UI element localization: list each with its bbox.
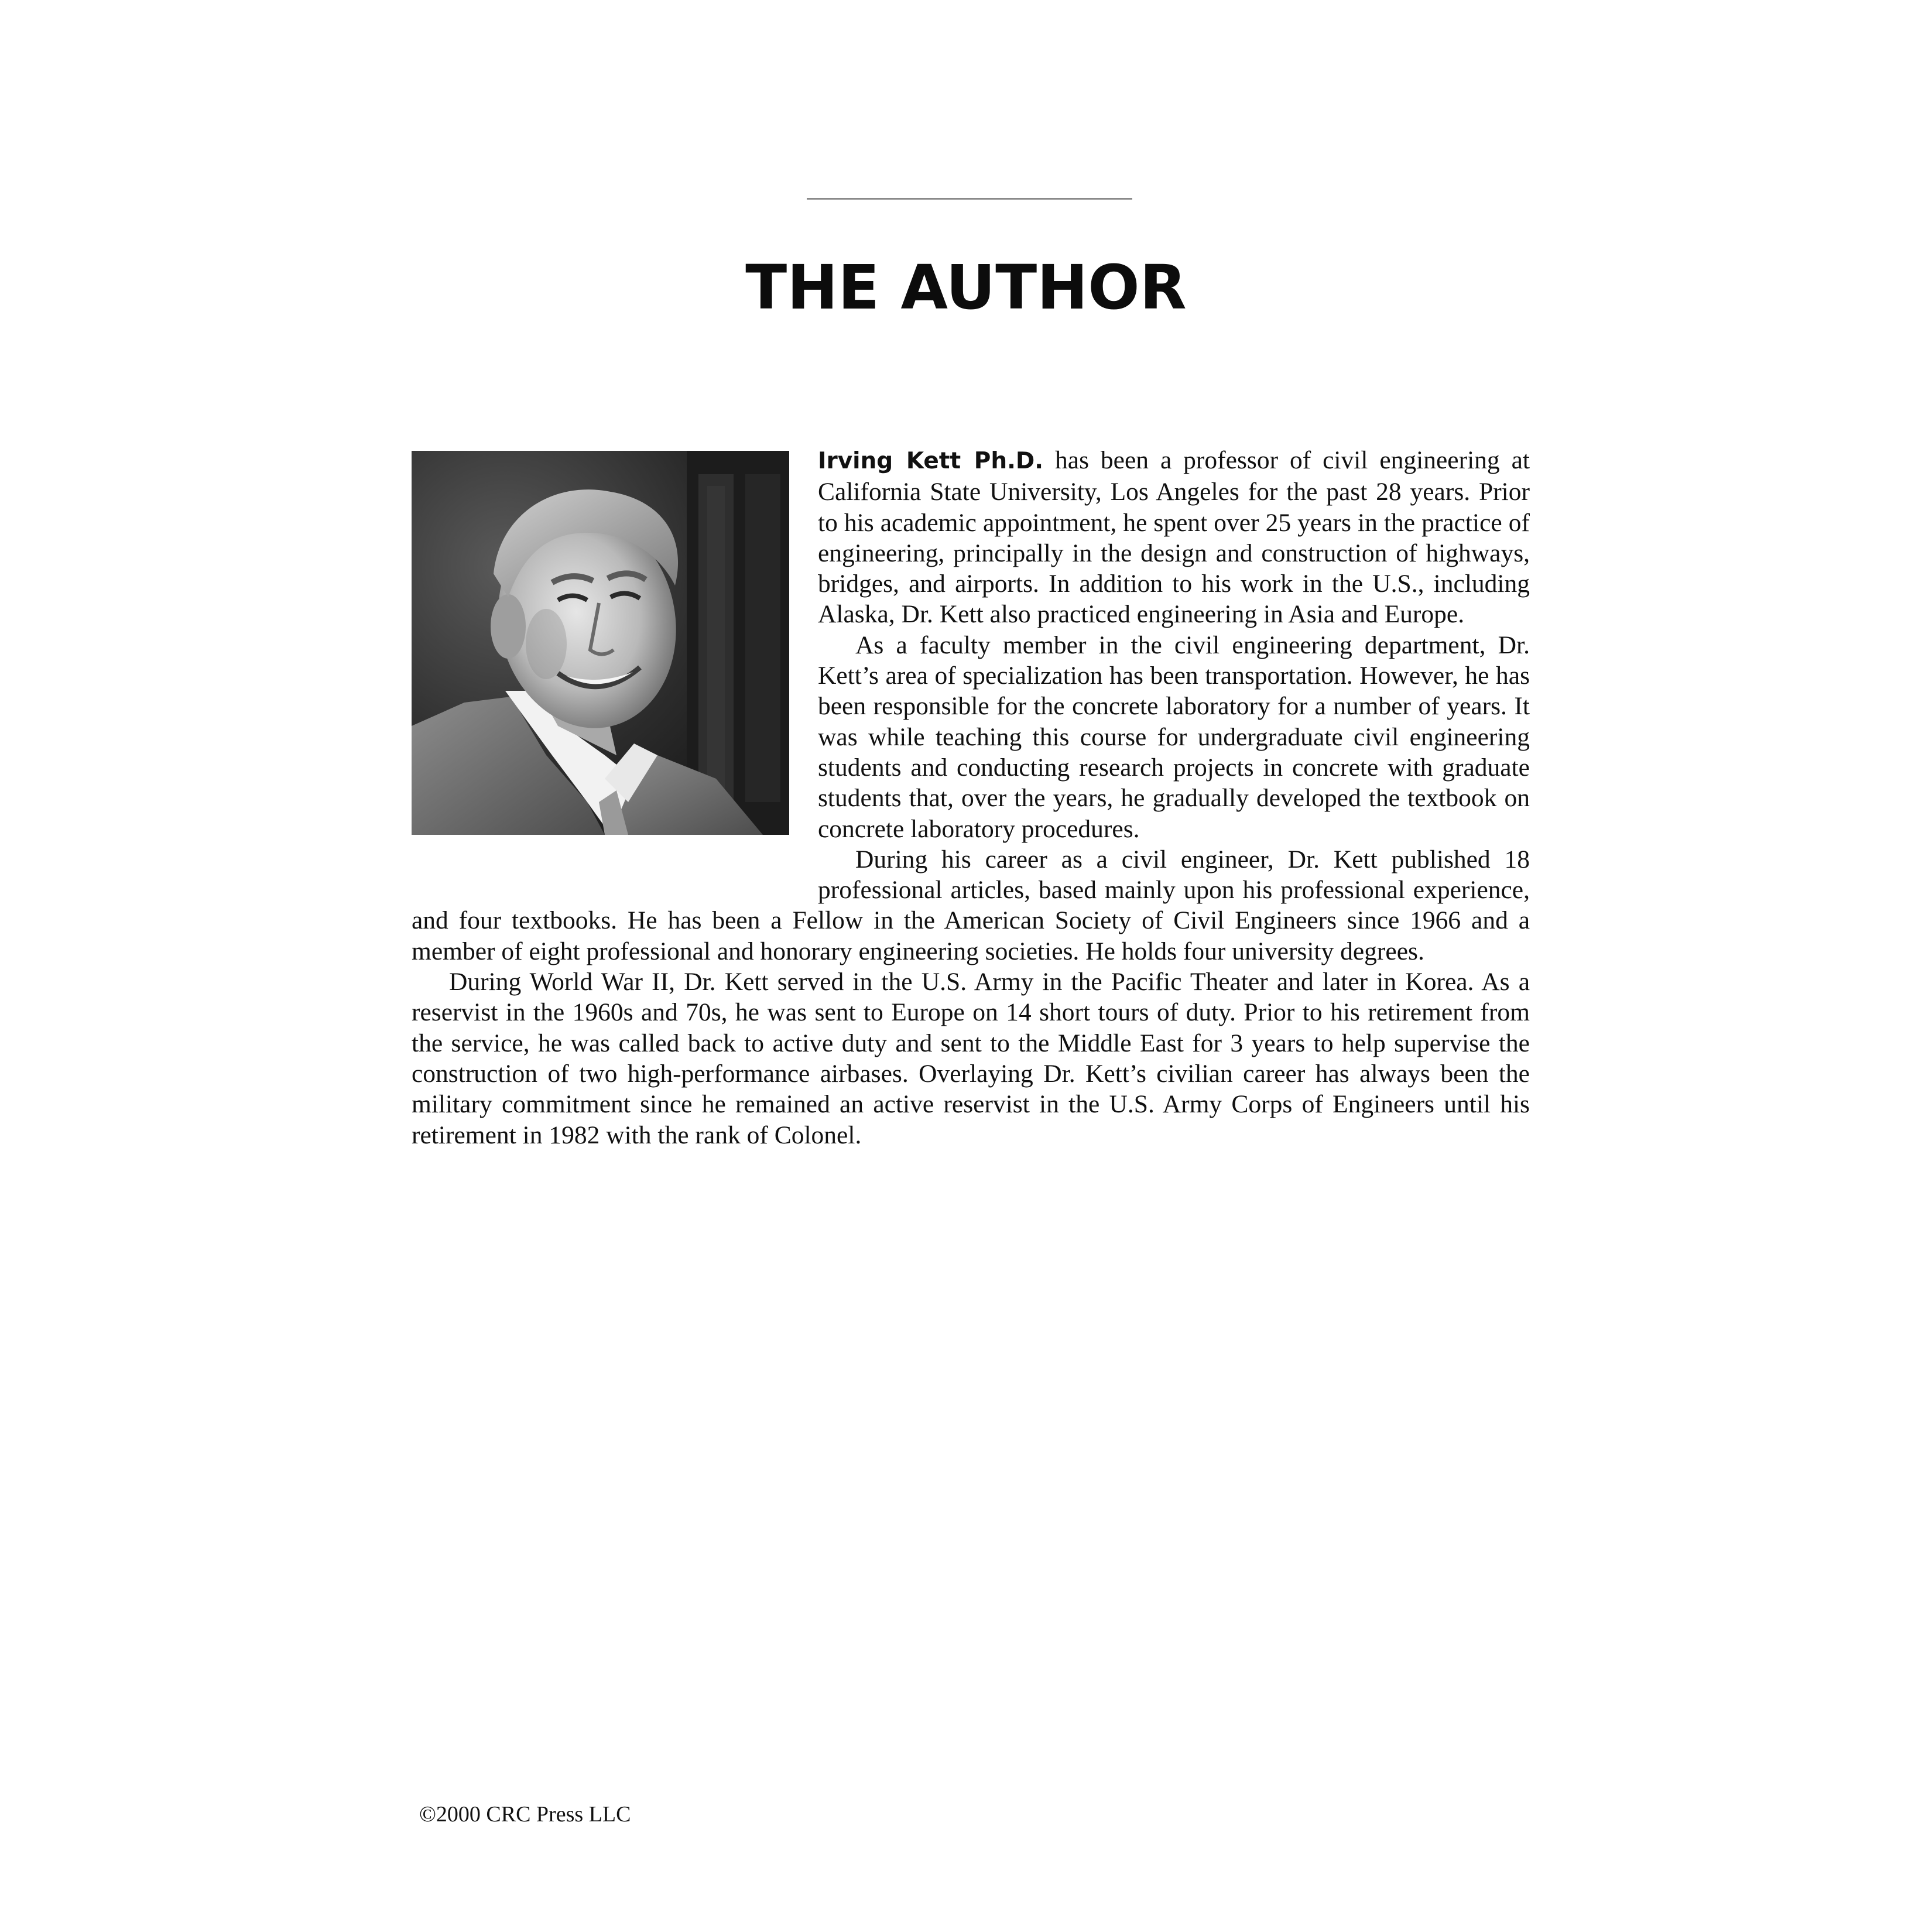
bio-paragraph-3: During his career as a civil engineer, Dr. Kett published 18 professional articles, based mainly upon his professional experience, and four textbooks. He has been a Fellow in the American Society of Civil Engineers since 1966 and a member of eight professional and honorary engineering societies. He holds four university degrees. xyxy=(412,845,1530,965)
author-name: Irving Kett Ph.D. xyxy=(818,448,1044,474)
page-title: THE AUTHOR xyxy=(745,252,1187,323)
copyright-footer: ©2000 CRC Press LLC xyxy=(419,1802,631,1827)
bio-paragraph-1-text: has been a professor of civil engineering at California State University, Los Angeles for the past 28 years. Prior to his academic appointment, he spent over 25 years in the practice of engineering, principally in the design and construction of highways, bridges, and airports. In addition to his work in the U.S., including Alaska, Dr. Kett also practiced engineering in Asia and Europe. xyxy=(818,446,1530,629)
bio-paragraph-4: During World War II, Dr. Kett served in the U.S. Army in the Pacific Theater and later in Korea. As a reservist in the 1960s and 70s, he was sent to Europe on 14 short tours of duty. Prior to his retirement from the service, he was called back to active duty and sent to the Middle East for 3 years to help supervise the construction of two high-performance airbases. Overlaying Dr. Kett’s civilian career has always been the military commitment since he remained an active reservist in the U.S. Army Corps of Engineers until his retirement in 1982 with the rank of Colonel. xyxy=(412,968,1530,1149)
author-bio xyxy=(412,445,1530,1150)
header-rule xyxy=(807,198,1132,200)
bio-paragraph-2: As a faculty member in the civil engineering department, Dr. Kett’s area of specialization has been transportation. However, he has been responsible for the concrete laboratory for a number of years. It was while teaching this course for undergraduate civil engineering students and conducting research projects in concrete with graduate students that, over the years, he gradually developed the textbook on concrete laboratory procedures. xyxy=(818,631,1530,843)
photo-spacer xyxy=(412,445,818,875)
